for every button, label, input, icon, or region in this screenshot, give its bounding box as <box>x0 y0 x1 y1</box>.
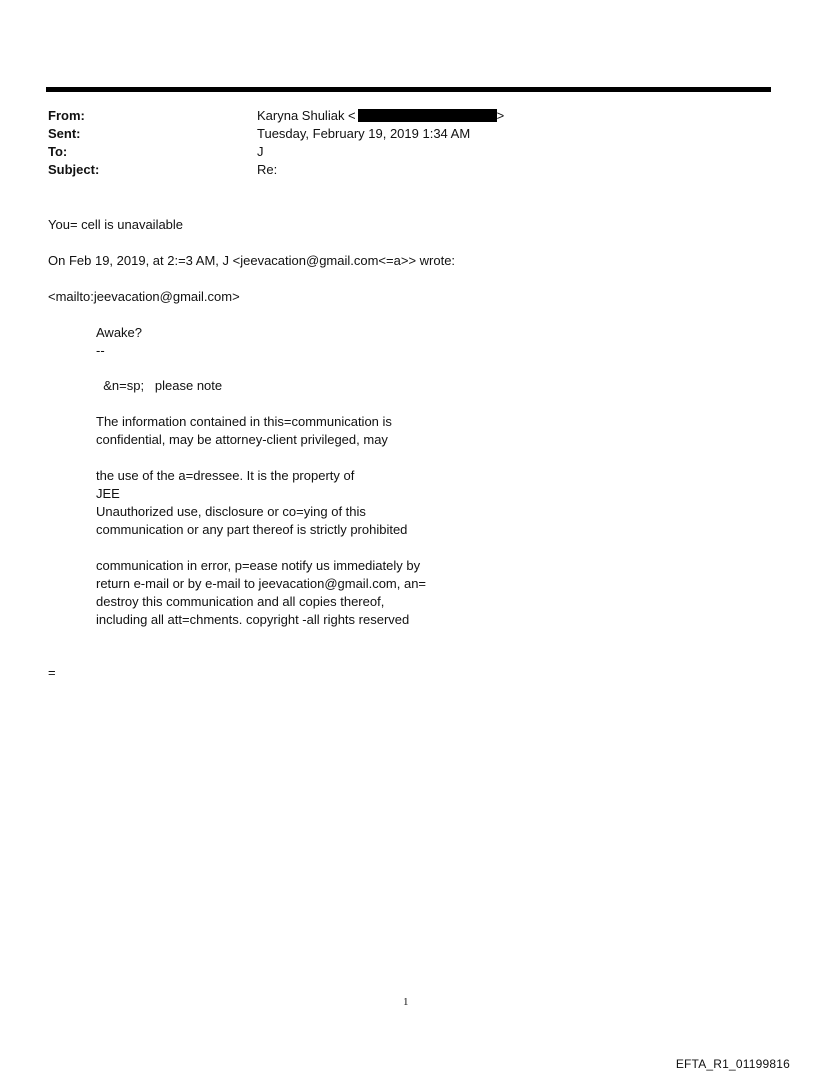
disclaimer-line: JEE <box>96 486 120 501</box>
sent-label: Sent: <box>48 126 81 141</box>
mailto-line: <mailto:jeevacation@gmail.com> <box>48 289 240 304</box>
quoted-awake: Awake? <box>96 325 143 340</box>
disclaimer-line: communication or any part thereof is strictly prohibited <box>96 522 408 537</box>
subject-value: Re: <box>257 162 278 177</box>
bates-number: EFTA_R1_01199816 <box>675 1057 790 1071</box>
sent-value: Tuesday, February 19, 2019 1:34 AM <box>257 126 471 141</box>
to-value: J <box>257 144 264 159</box>
disclaimer-line: the use of the a=dressee. It is the property of <box>96 468 355 483</box>
trailing-character: = <box>48 665 56 680</box>
from-value-prefix: Karyna Shuliak < <box>257 108 356 123</box>
subject-label: Subject: <box>48 162 100 177</box>
disclaimer-line: communication in error, p=ease notify us immediately by <box>96 558 421 573</box>
header-divider-rule <box>46 87 771 92</box>
reply-text: You= cell is unavailable <box>48 217 184 232</box>
quote-attribution: On Feb 19, 2019, at 2:=3 AM, J <jeevacation@gmail.com<=a>> wrote: <box>48 253 456 268</box>
disclaimer-line: return e-mail or by e-mail to jeevacation@gmail.com, an= <box>96 576 427 591</box>
quoted-signature-separator: -- <box>96 343 105 358</box>
disclaimer-line: destroy this communication and all copies thereof, <box>96 594 385 609</box>
disclaimer-line: confidential, may be attorney-client privileged, may <box>96 432 388 447</box>
redaction-bar <box>358 109 497 122</box>
disclaimer-line: The information contained in this=communication is <box>96 414 392 429</box>
disclaimer-line: including all att=chments. copyright -all rights reserved <box>96 612 410 627</box>
disclaimer-line: Unauthorized use, disclosure or co=ying of this <box>96 504 366 519</box>
quoted-please-note: &n=sp; please note <box>96 378 223 393</box>
from-label: From: <box>48 108 85 123</box>
page-number: 1 <box>403 996 409 1008</box>
from-value <box>257 108 504 124</box>
to-label: To: <box>48 144 68 159</box>
from-value-suffix: > <box>496 108 505 123</box>
